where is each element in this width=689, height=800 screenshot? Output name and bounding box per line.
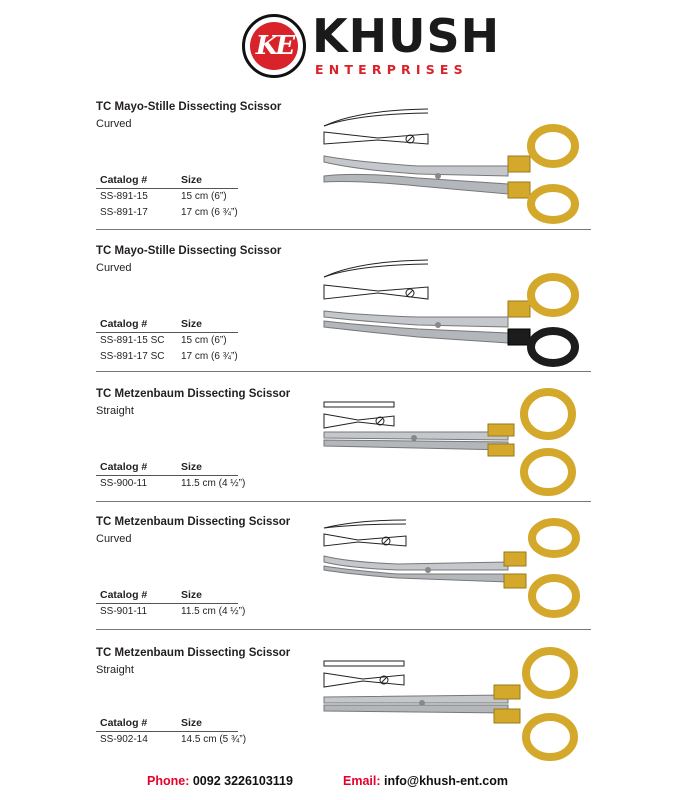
scissor-image-3: [318, 382, 588, 500]
email-address[interactable]: info@khush-ent.com: [384, 774, 508, 788]
section-divider: [96, 501, 591, 502]
scissor-image-5: [318, 645, 588, 763]
section-divider: [96, 629, 591, 630]
product-title: TC Metzenbaum Dissecting Scissor: [96, 388, 291, 400]
product-type: Curved: [96, 262, 132, 274]
size-header: Size: [181, 174, 203, 186]
size-value: 15 cm (6”): [181, 335, 227, 346]
brand-subtitle: ENTERPRISES: [315, 62, 468, 77]
product-type: Straight: [96, 664, 134, 676]
footer-email: [343, 774, 508, 788]
size-value: 11.5 cm (4 ½”): [181, 478, 246, 489]
catalog-header: Catalog #: [100, 717, 148, 729]
catalog-number: SS-891-15: [100, 191, 148, 202]
size-header: Size: [181, 461, 203, 473]
size-value: 17 cm (6 ¾”): [181, 207, 238, 218]
table-divider: [96, 332, 238, 333]
catalog-header: Catalog #: [100, 318, 148, 330]
table-divider: [96, 475, 238, 476]
scissor-image-1: [318, 104, 588, 224]
catalog-number: SS-900-11: [100, 478, 148, 489]
section-divider: [96, 229, 591, 230]
footer-phone: [147, 774, 293, 788]
catalog-number: SS-902-14: [100, 734, 148, 745]
catalog-header: Catalog #: [100, 461, 148, 473]
logo-emblem: [242, 14, 306, 78]
catalog-number: SS-891-17: [100, 207, 148, 218]
product-title: TC Metzenbaum Dissecting Scissor: [96, 516, 291, 528]
catalog-number: SS-901-11: [100, 606, 148, 617]
phone-number[interactable]: 0092 3226103119: [192, 774, 293, 788]
catalog-number: SS-891-15 SC: [100, 335, 165, 346]
product-title: TC Mayo-Stille Dissecting Scissor: [96, 101, 282, 113]
email-label: Email:: [343, 774, 381, 788]
catalog-number: SS-891-17 SC: [100, 351, 165, 362]
product-type: Straight: [96, 405, 134, 417]
section-divider: [96, 371, 591, 372]
table-divider: [96, 731, 238, 732]
size-header: Size: [181, 318, 203, 330]
size-header: Size: [181, 589, 203, 601]
catalog-header: Catalog #: [100, 589, 148, 601]
scissor-image-4: [318, 512, 588, 622]
size-header: Size: [181, 717, 203, 729]
product-title: TC Metzenbaum Dissecting Scissor: [96, 647, 291, 659]
size-value: 11.5 cm (4 ½”): [181, 606, 246, 617]
size-value: 17 cm (6 ¾”): [181, 351, 238, 362]
logo-emblem-fill: [250, 22, 298, 70]
size-value: 15 cm (6”): [181, 191, 227, 202]
size-value: 14.5 cm (5 ¾”): [181, 734, 247, 745]
product-type: Curved: [96, 118, 132, 130]
product-type: Curved: [96, 533, 132, 545]
table-divider: [96, 603, 238, 604]
catalog-header: Catalog #: [100, 174, 148, 186]
table-divider: [96, 188, 238, 189]
brand-name: KHUSH: [312, 9, 501, 63]
product-title: TC Mayo-Stille Dissecting Scissor: [96, 245, 282, 257]
header: [0, 0, 689, 90]
phone-label: Phone:: [147, 774, 190, 788]
scissor-image-2: [318, 255, 588, 370]
logo-mark: KE: [255, 31, 293, 61]
